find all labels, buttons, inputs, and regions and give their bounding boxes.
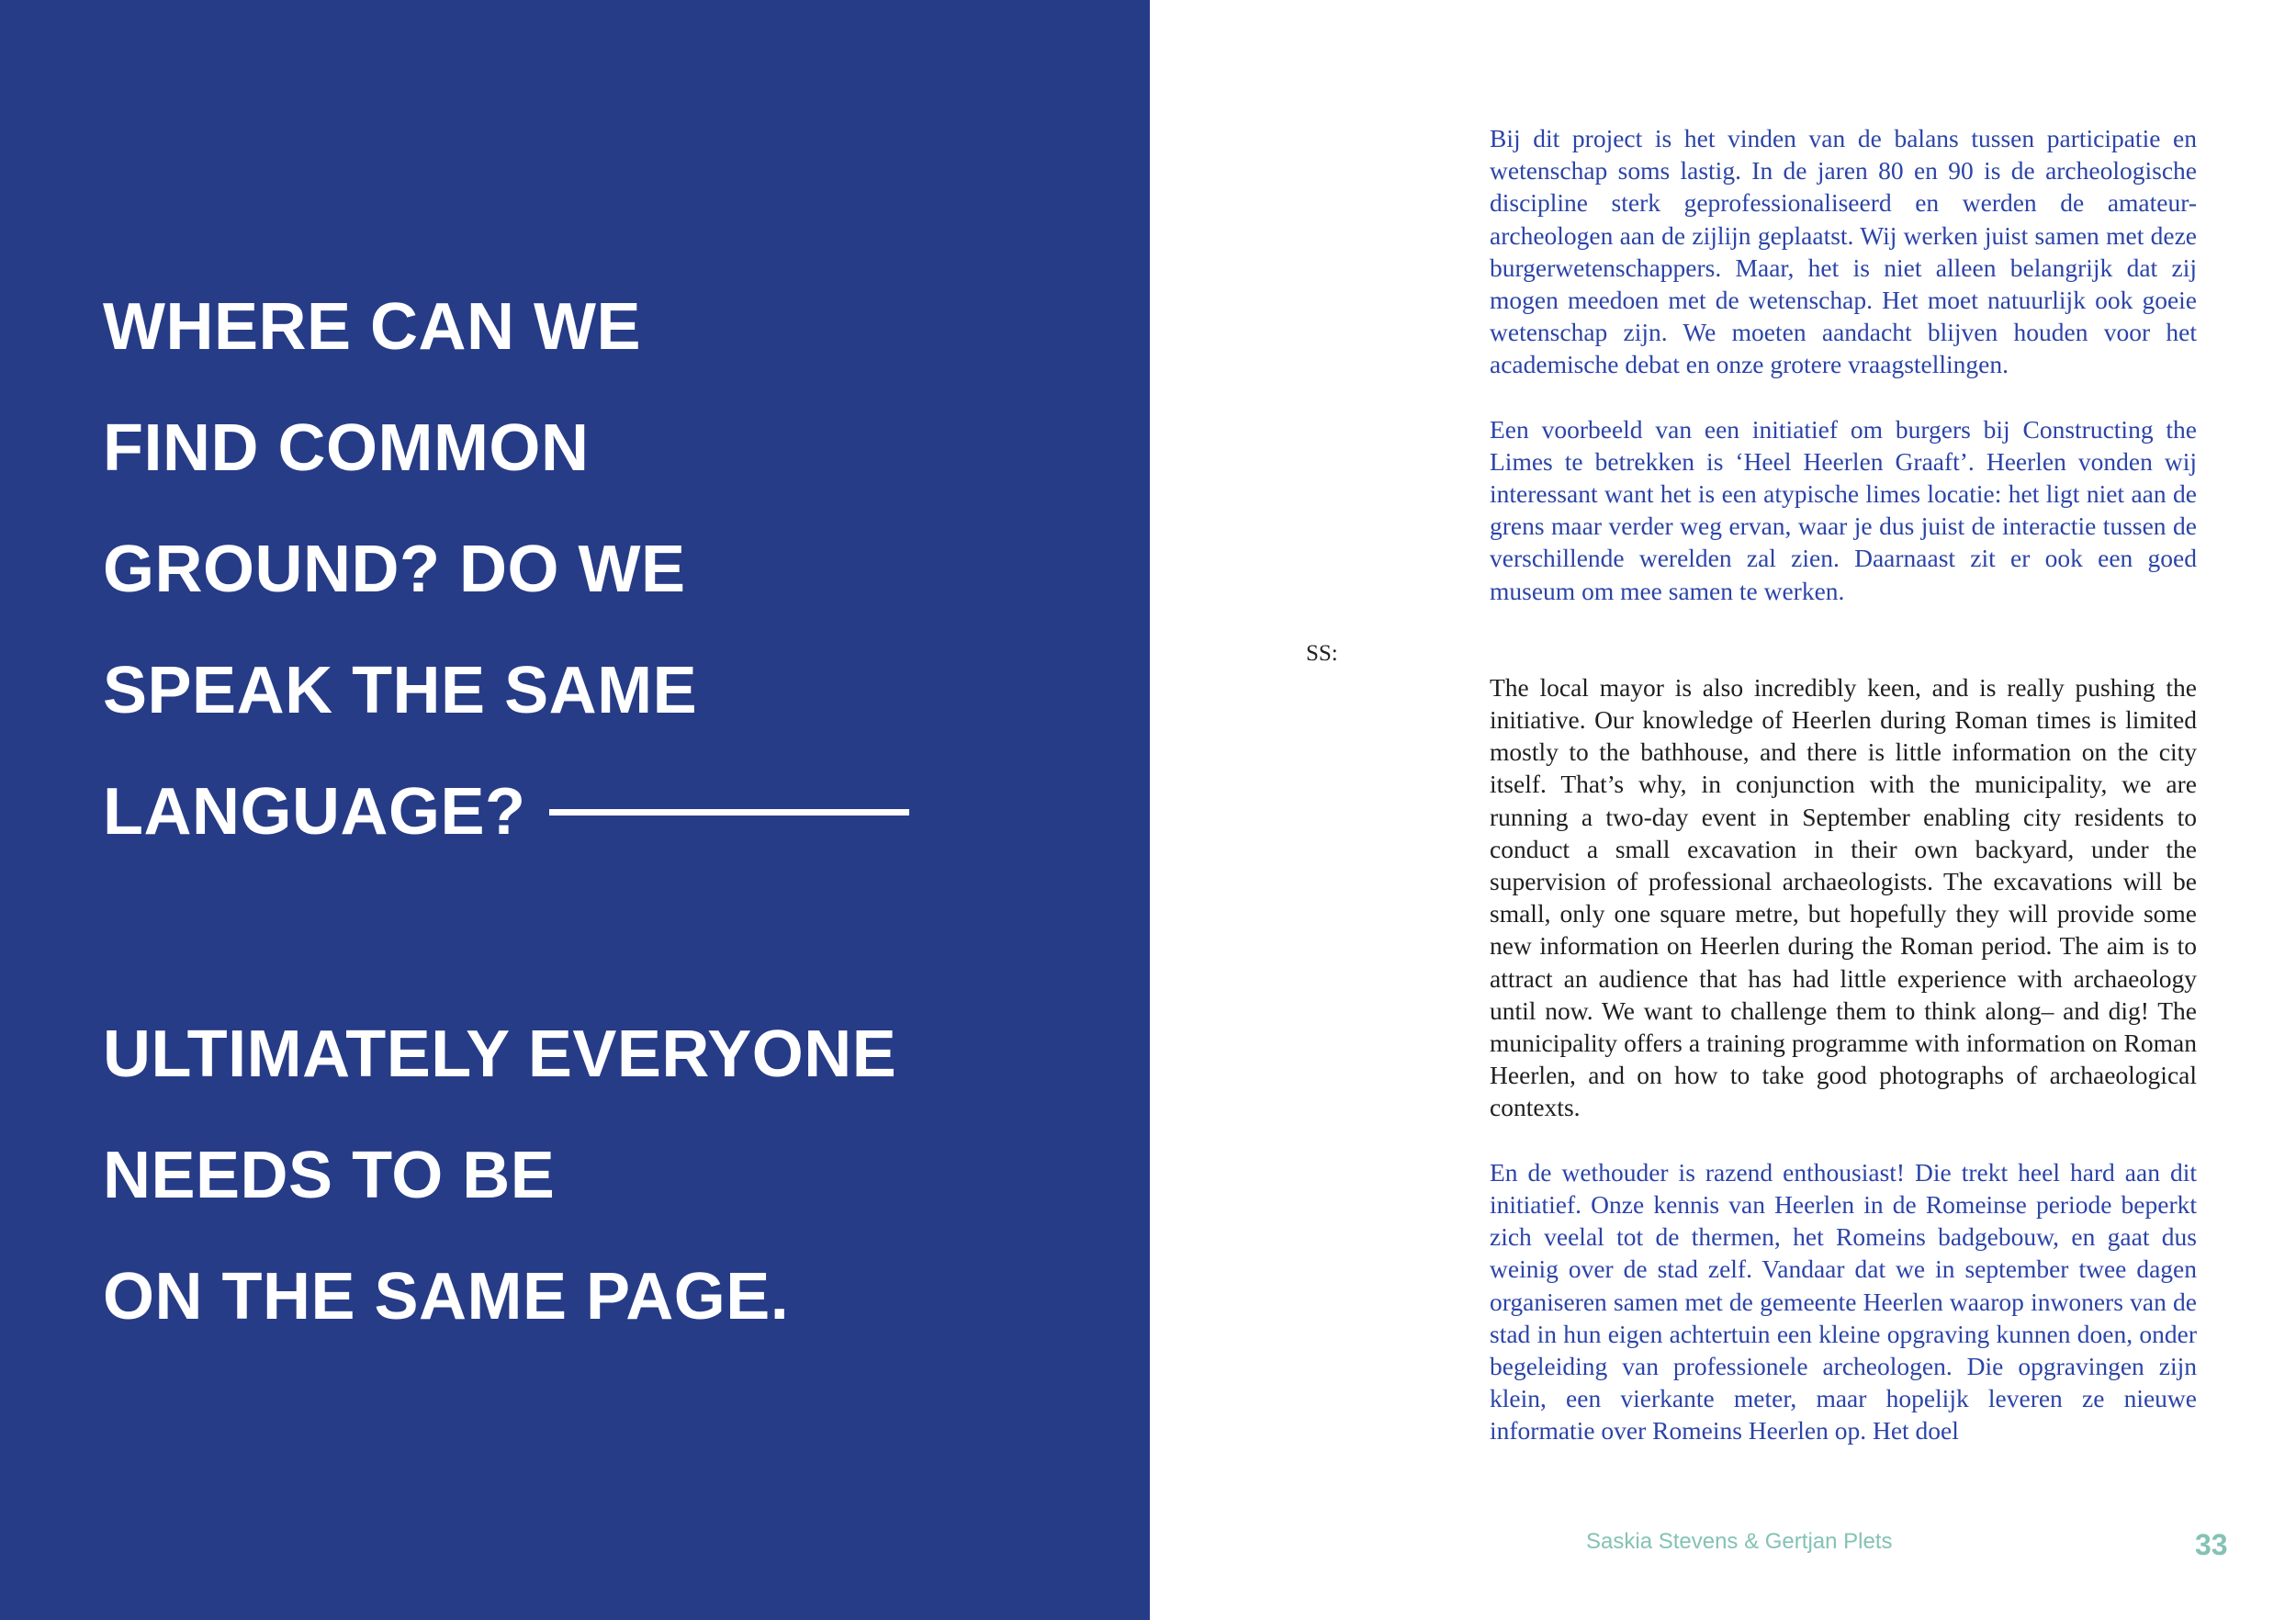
dutch-paragraph: En de wethouder is razend enthousiast! Die trekt heel hard aan dit initiatief. Onze kennis van Heerlen in de Romeinse periode beperkt zich veelal tot de thermen, het Romeins badgebouw, en gaat dus weinig over de stad zelf. Vandaar dat we in september twee dagen organiseren samen met de gemeente Heerlen waarop inwoners van de stad in hun eigen achtertuin een kleine opgraving kunnen doen, onder begeleiding van professionele archeologen. Die opgravingen zijn klein, een vierkante meter, maar hopelijk leveren ze nieuwe informatie over Romeins Heerlen op. Het doel xyxy=(1490,1157,2197,1446)
quote-line: ULTIMATELY EVERYONE xyxy=(103,1018,897,1091)
speaker-tag: SS: xyxy=(1306,641,1338,666)
quote-line: GROUND? DO WE xyxy=(103,533,686,606)
quote-line: FIND COMMON xyxy=(103,411,590,485)
english-paragraph: The local mayor is also incredibly keen, and is really pushing the initiative. Our knowledge of Heerlen during Roman times is limited mostly to the bathhouse, and there is little information on the city itself. That’s why, in conjunction with the municipality, we are running a two-day event in September enabling city residents to conduct a small excavation in their own backyard, under the supervision of professional archaeologists. The excavations will be small, only one square metre, but hopefully they will provide some new information on Heerlen during the Roman period. The aim is to attract an audience that has had little experience with archaeology until now. We want to challenge them to think along– and dig! The municipality offers a training programme with information on Roman Heerlen, and on how to take good photographs of archaeological contexts. xyxy=(1490,672,2197,1122)
body-text-column xyxy=(1490,122,2197,1479)
dutch-paragraph: Bij dit project is het vinden van de balans tussen participatie en wetenschap soms lastig. In de jaren 80 en 90 is de archeologische discipline sterk geprofessionaliseerd en werden de amateur-archeologen aan de zijlijn geplaatst. Wij werken juist samen met deze burgerwetenschappers. Maar, het is niet alleen belangrijk dat zij mogen meedoen met de wetenschap. Het moet natuurlijk ook goeie wetenschap zijn. We moeten aandacht blijven houden voor het academische debat en onze grotere vraagstellingen. xyxy=(1490,124,2197,379)
footer-author: Saskia Stevens & Gertjan Plets xyxy=(1586,1529,1893,1554)
quote-line: ON THE SAME PAGE. xyxy=(103,1260,790,1333)
quote-line: SPEAK THE SAME xyxy=(103,654,698,727)
quote-spacer xyxy=(103,872,1131,994)
quote-line: WHERE CAN WE xyxy=(103,290,641,364)
quote-line: NEEDS TO BE xyxy=(103,1139,556,1212)
horizontal-rule xyxy=(549,809,909,816)
page-number: 33 xyxy=(2195,1528,2228,1561)
quote-line: LANGUAGE? xyxy=(103,775,526,849)
pull-quote xyxy=(103,266,1131,1357)
quote-line-with-rule xyxy=(103,751,1131,872)
dutch-paragraph: Een voorbeeld van een initiatief om burgers bij Constructing the Limes te betrekken is ‘Heel Heerlen Graaft’. Heerlen vonden wij interessant want het is een atypische limes locatie: het ligt niet aan de grens maar verder weg ervan, waar je dus juist de interactie tussen de verschillende werelden zal zien. Daarnaast zit er ook een goed museum om mee samen te werken. xyxy=(1490,414,2197,605)
